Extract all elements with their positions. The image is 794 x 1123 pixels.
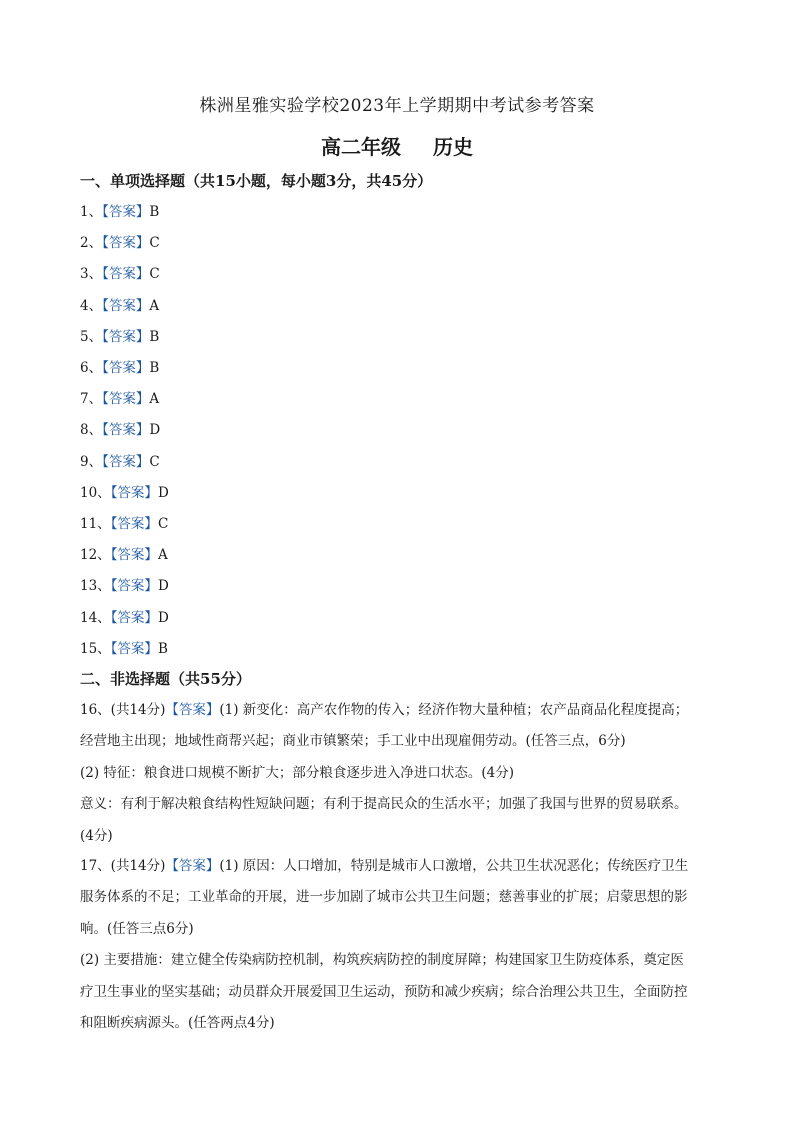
subject-label: 历史 — [433, 135, 473, 159]
answer-tag: 【答案】 — [102, 391, 150, 408]
answer-tag: 【答案】 — [102, 266, 150, 283]
mc-answer-letter: D — [157, 578, 169, 595]
mc-answer-letter: C — [149, 453, 160, 470]
answer-tag: 【答案】 — [110, 484, 158, 501]
mc-answer-row — [80, 452, 160, 472]
mc-answer-row — [80, 639, 168, 659]
mc-question-number: 2、 — [80, 235, 103, 252]
mc-answer-letter: D — [149, 422, 161, 439]
answer-tag: 【答案】 — [110, 547, 158, 564]
section-heading-non-choice: 二、非选择题（共55分） — [80, 670, 251, 688]
mc-answer-row — [80, 608, 169, 628]
mc-question-number: 8、 — [80, 422, 103, 439]
q17-line-4: (2) 主要措施：建立健全传染病防控机制，构筑疾病防控的制度屏障；构建国家卫生防疫体系，奠定医 — [80, 952, 684, 968]
mc-answer-row — [80, 264, 160, 284]
q16-prefix: 16、(共14分) — [80, 702, 166, 718]
mc-answer-letter: C — [157, 516, 169, 532]
mc-answer-row — [80, 545, 168, 565]
answer-tag: 【答案】 — [165, 702, 220, 718]
document-title: 株洲星雅实验学校2023年上学期期中考试参考答案 — [199, 96, 595, 116]
mc-answer-letter: C — [149, 235, 160, 252]
mc-answer-letter: A — [157, 547, 168, 564]
mc-answer-letter: A — [149, 297, 160, 314]
q16-text-1: (1) 新变化：高产农作物的传入；经济作物大量种植；农产品商品化程度提高； — [219, 702, 689, 718]
section-heading-multiple-choice: 一、单项选择题（共15小题，每小题3分，共45分） — [80, 172, 433, 190]
mc-question-number: 3、 — [80, 266, 103, 283]
answer-tag: 【答案】 — [102, 453, 150, 470]
mc-answer-letter: C — [149, 266, 160, 283]
q17-prefix: 17、(共14分) — [80, 858, 166, 874]
mc-answer-letter: D — [157, 609, 169, 626]
mc-answer-letter: B — [149, 204, 160, 220]
mc-question-number: 15、 — [80, 640, 111, 657]
q17-line-3: 响。(任答三点6分) — [80, 921, 194, 937]
q17-line-1 — [80, 856, 688, 876]
q16-line-1 — [80, 700, 688, 720]
q16-line-2: 经营地主出现；地域性商帮兴起；商业市镇繁荣；手工业中出现雇佣劳动。(任答三点，6分) — [80, 733, 626, 749]
answer-tag: 【答案】 — [110, 640, 158, 657]
mc-answer-letter: D — [157, 484, 169, 501]
answer-tag: 【答案】 — [110, 516, 158, 532]
mc-question-number: 5、 — [80, 328, 103, 345]
mc-answer-row — [80, 358, 159, 378]
q17-text-1: (1) 原因：人口增加，特别是城市人口激增，公共卫生状况恶化；传统医疗卫生 — [219, 858, 689, 874]
mc-answer-letter: B — [157, 640, 168, 657]
mc-question-number: 12、 — [80, 547, 111, 564]
q16-line-4: 意义：有利于解决粮食结构性短缺问题；有利于提高民众的生活水平；加强了我国与世界的贸易联系。 — [80, 796, 688, 812]
answer-tag: 【答案】 — [102, 328, 150, 345]
mc-question-number: 6、 — [80, 360, 103, 376]
mc-answer-letter: A — [149, 391, 160, 408]
answer-tag: 【答案】 — [102, 422, 150, 439]
answer-tag: 【答案】 — [102, 204, 150, 220]
mc-answer-row — [80, 296, 159, 316]
mc-question-number: 10、 — [80, 484, 111, 501]
q17-line-2: 服务体系的不足；工业革命的开展，进一步加剧了城市公共卫生问题；慈善事业的扩展；启蒙思想的影 — [80, 889, 688, 905]
mc-question-number: 1、 — [80, 204, 103, 220]
answer-tag: 【答案】 — [110, 578, 158, 595]
mc-answer-row — [80, 389, 159, 409]
document-subtitle — [0, 131, 794, 160]
mc-answer-row — [80, 483, 169, 503]
mc-question-number: 14、 — [80, 609, 111, 626]
mc-answer-letter: B — [149, 360, 160, 376]
answer-tag: 【答案】 — [102, 297, 150, 314]
answer-tag: 【答案】 — [102, 235, 150, 252]
mc-answer-row — [80, 202, 159, 222]
mc-question-number: 13、 — [80, 578, 111, 595]
answer-tag: 【答案】 — [165, 858, 220, 874]
answer-tag: 【答案】 — [102, 360, 150, 376]
mc-question-number: 7、 — [80, 391, 103, 408]
q16-line-5: (4分) — [80, 828, 113, 844]
q17-line-5: 疗卫生事业的坚实基础；动员群众开展爱国卫生运动，预防和减少疾病；综合治理公共卫生，全面防控 — [80, 984, 688, 1000]
mc-answer-row — [80, 576, 169, 596]
grade-label: 高二年级 — [321, 135, 401, 159]
mc-question-number: 11、 — [80, 516, 111, 532]
answer-tag: 【答案】 — [110, 609, 158, 626]
mc-answer-row — [80, 514, 168, 534]
mc-question-number: 9、 — [80, 453, 103, 470]
mc-question-number: 4、 — [80, 297, 103, 314]
mc-answer-row — [80, 327, 159, 347]
q16-line-3: (2) 特征：粮食进口规模不断扩大；部分粮食逐步进入净进口状态。(4分) — [80, 765, 515, 781]
mc-answer-letter: B — [149, 328, 160, 345]
q17-line-6: 和阻断疾病源头。(任答两点4分) — [80, 1015, 275, 1031]
mc-answer-row — [80, 420, 160, 440]
mc-answer-row — [80, 233, 160, 253]
